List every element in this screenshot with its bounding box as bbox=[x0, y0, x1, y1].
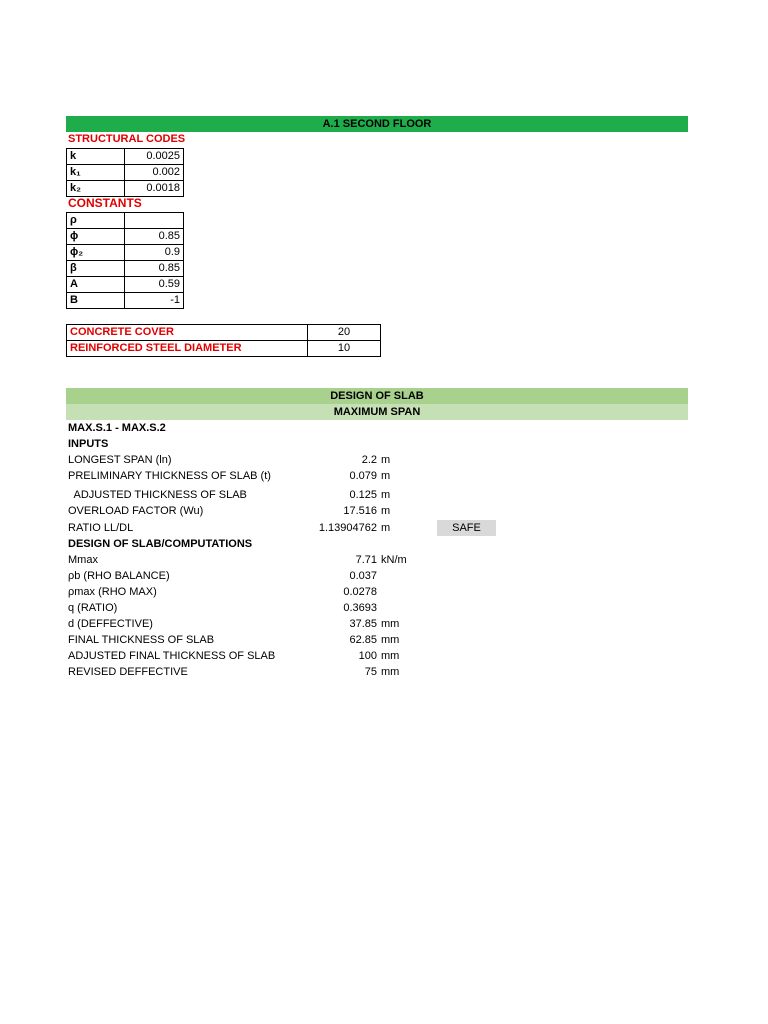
list-item bbox=[0, 468, 768, 484]
structural-codes-table bbox=[66, 148, 184, 197]
list-item bbox=[0, 487, 768, 503]
list-item bbox=[0, 632, 768, 648]
table-row bbox=[67, 149, 184, 165]
table-row bbox=[67, 325, 381, 341]
cover-value[interactable]: 20 bbox=[308, 325, 381, 341]
constant-label: ϕ bbox=[67, 229, 125, 245]
design-title: DESIGN OF SLAB bbox=[330, 390, 424, 402]
constant-label: A bbox=[67, 277, 125, 293]
table-row bbox=[67, 293, 184, 309]
list-item bbox=[0, 616, 768, 632]
input-value[interactable]: 1.13904762 bbox=[318, 522, 377, 534]
inputs-heading: INPUTS bbox=[68, 438, 109, 450]
code-label: k bbox=[67, 149, 125, 165]
list-item bbox=[0, 520, 768, 536]
constant-label: ϕ₂ bbox=[67, 245, 125, 261]
cover-label: REINFORCED STEEL DIAMETER bbox=[67, 341, 308, 357]
computation-value: 62.85 bbox=[349, 634, 377, 646]
span-banner bbox=[66, 404, 688, 420]
header-banner bbox=[66, 116, 688, 132]
constant-value[interactable]: 0.85 bbox=[125, 261, 184, 277]
computation-label: FINAL THICKNESS OF SLAB bbox=[68, 634, 215, 646]
list-item bbox=[0, 584, 768, 600]
computation-label: ADJUSTED FINAL THICKNESS OF SLAB bbox=[68, 650, 276, 662]
code-value[interactable]: 0.0018 bbox=[125, 181, 184, 197]
computation-unit: kN/m bbox=[381, 554, 407, 566]
computations-heading: DESIGN OF SLAB/COMPUTATIONS bbox=[68, 538, 253, 550]
computation-label: q (RATIO) bbox=[68, 602, 118, 614]
computation-unit: mm bbox=[381, 650, 400, 662]
input-unit: m bbox=[381, 505, 391, 517]
list-item bbox=[0, 648, 768, 664]
list-item bbox=[0, 503, 768, 519]
constants-table bbox=[66, 212, 184, 309]
list-item bbox=[0, 452, 768, 468]
computation-label: ρmax (RHO MAX) bbox=[68, 586, 157, 598]
constant-value[interactable]: 0.9 bbox=[125, 245, 184, 261]
list-item bbox=[0, 568, 768, 584]
input-unit: m bbox=[381, 470, 391, 482]
computation-value: 7.71 bbox=[355, 554, 377, 566]
constant-label: B bbox=[67, 293, 125, 309]
table-row bbox=[67, 213, 184, 229]
input-label: LONGEST SPAN (ln) bbox=[68, 454, 172, 466]
structural-codes-heading: STRUCTURAL CODES bbox=[68, 133, 186, 145]
status-badge: SAFE bbox=[437, 520, 496, 536]
constant-value[interactable]: -1 bbox=[125, 293, 184, 309]
input-value[interactable]: 2.2 bbox=[361, 454, 377, 466]
computation-label: REVISED DEFFECTIVE bbox=[68, 666, 188, 678]
input-value[interactable]: 17.516 bbox=[343, 505, 377, 517]
computation-unit: mm bbox=[381, 666, 400, 678]
list-item bbox=[0, 552, 768, 568]
constant-label: β bbox=[67, 261, 125, 277]
table-row bbox=[67, 165, 184, 181]
computation-label: Mmax bbox=[68, 554, 98, 566]
computation-value: 0.037 bbox=[349, 570, 377, 582]
constant-value[interactable] bbox=[125, 213, 184, 229]
table-row bbox=[67, 277, 184, 293]
input-value[interactable]: 0.079 bbox=[349, 470, 377, 482]
computation-value: 0.0278 bbox=[343, 586, 377, 598]
constant-value[interactable]: 0.85 bbox=[125, 229, 184, 245]
span-title: MAXIMUM SPAN bbox=[333, 406, 421, 418]
constant-label: ρ bbox=[67, 213, 125, 229]
section-label: MAX.S.1 - MAX.S.2 bbox=[68, 422, 166, 434]
cover-value[interactable]: 10 bbox=[308, 341, 381, 357]
table-row bbox=[67, 261, 184, 277]
input-unit: m bbox=[381, 489, 391, 501]
computation-label: ρb (RHO BALANCE) bbox=[68, 570, 170, 582]
cover-table bbox=[66, 324, 381, 357]
computation-value: 75 bbox=[364, 666, 377, 678]
table-row bbox=[67, 229, 184, 245]
input-value[interactable]: 0.125 bbox=[349, 489, 377, 501]
input-label: OVERLOAD FACTOR (Wu) bbox=[68, 505, 204, 517]
computation-unit: mm bbox=[381, 634, 400, 646]
table-row bbox=[67, 341, 381, 357]
table-row bbox=[67, 245, 184, 261]
computation-value: 100 bbox=[358, 650, 377, 662]
cover-label: CONCRETE COVER bbox=[67, 325, 308, 341]
constants-heading: CONSTANTS bbox=[68, 196, 142, 210]
code-value[interactable]: 0.002 bbox=[125, 165, 184, 181]
input-label: RATIO LL/DL bbox=[68, 522, 134, 534]
design-banner bbox=[66, 388, 688, 404]
header-title: A.1 SECOND FLOOR bbox=[322, 118, 432, 130]
input-unit: m bbox=[381, 454, 391, 466]
code-value[interactable]: 0.0025 bbox=[125, 149, 184, 165]
code-label: k₁ bbox=[67, 165, 125, 181]
computation-unit: mm bbox=[381, 618, 400, 630]
input-label: ADJUSTED THICKNESS OF SLAB bbox=[68, 489, 247, 501]
computation-label: d (DEFFECTIVE) bbox=[68, 618, 153, 630]
constant-value[interactable]: 0.59 bbox=[125, 277, 184, 293]
input-label: PRELIMINARY THICKNESS OF SLAB (t) bbox=[68, 470, 271, 482]
table-row bbox=[67, 181, 184, 197]
computation-value: 0.3693 bbox=[343, 602, 377, 614]
code-label: k₂ bbox=[67, 181, 125, 197]
list-item bbox=[0, 664, 768, 680]
computation-value: 37.85 bbox=[349, 618, 377, 630]
list-item bbox=[0, 600, 768, 616]
input-unit: m bbox=[381, 522, 391, 534]
